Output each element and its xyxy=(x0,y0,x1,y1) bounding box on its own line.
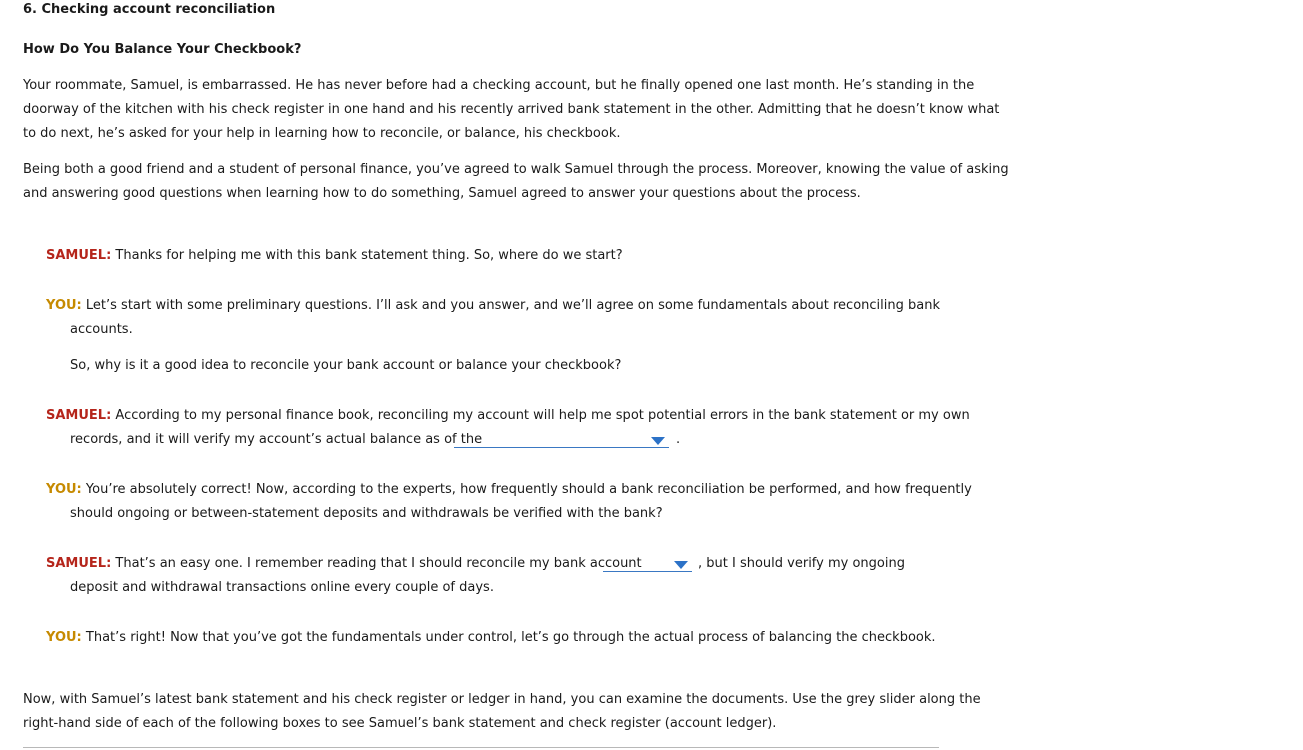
box-top-border xyxy=(23,747,939,748)
dialogue-text: That’s right! Now that you’ve got the fundamentals under control, let’s go through the actual process of balancing the checkbook. xyxy=(85,630,936,645)
section-subheading: How Do You Balance Your Checkbook? xyxy=(23,42,302,57)
speaker-you: YOU: xyxy=(46,298,82,313)
dialogue-text: According to my personal finance book, reconciling my account will help me spot potential errors in the bank statement or my own xyxy=(115,408,970,423)
dialogue-text: That’s an easy one. I remember reading that I should reconcile my bank account xyxy=(115,556,642,571)
dialogue-text: records, and it will verify my account’s actual balance as of the xyxy=(70,432,483,447)
dialogue-question: So, why is it a good idea to reconcile your bank account or balance your checkbook? xyxy=(70,358,622,373)
speaker-you: YOU: xyxy=(46,482,82,497)
intro-line: to do next, he’s asked for your help in learning how to reconcile, or balance, his checkbook. xyxy=(23,126,621,141)
dialogue-samuel-3 xyxy=(46,555,642,573)
speaker-samuel: SAMUEL: xyxy=(46,248,112,263)
dialogue-text: You’re absolutely correct! Now, according to the experts, how frequently should a bank reconciliation be performed, and how frequently xyxy=(85,482,972,497)
balance-date-dropdown[interactable] xyxy=(454,433,669,448)
dialogue-you-3 xyxy=(46,629,936,647)
speaker-samuel: SAMUEL: xyxy=(46,408,112,423)
dialogue-samuel-2 xyxy=(46,407,970,425)
chevron-down-icon xyxy=(651,437,665,445)
dialogue-text: , but I should verify my ongoing xyxy=(698,556,905,571)
dialogue-text: accounts. xyxy=(70,322,133,337)
dialogue-text: deposit and withdrawal transactions online every couple of days. xyxy=(70,580,494,595)
outro-line: right-hand side of each of the following boxes to see Samuel’s bank statement and check register (account ledger). xyxy=(23,716,777,731)
dialogue-text: Thanks for helping me with this bank statement thing. So, where do we start? xyxy=(115,248,623,263)
intro-line: Being both a good friend and a student of personal finance, you’ve agreed to walk Samuel through the process. Moreover, knowing the value of asking xyxy=(23,162,1009,177)
intro-line: and answering good questions when learning how to do something, Samuel agreed to answer your questions about the process. xyxy=(23,186,861,201)
chevron-down-icon xyxy=(674,561,688,569)
speaker-you: YOU: xyxy=(46,630,82,645)
intro-line: doorway of the kitchen with his check register in one hand and his recently arrived bank statement in the other. Admitting that he doesn’t know what xyxy=(23,102,1000,117)
dialogue-you-2 xyxy=(46,481,972,499)
frequency-dropdown[interactable] xyxy=(603,557,692,572)
speaker-samuel: SAMUEL: xyxy=(46,556,112,571)
dialogue-text: Let’s start with some preliminary questions. I’ll ask and you answer, and we’ll agree on some fundamentals about reconciling bank xyxy=(85,298,940,313)
dialogue-text: . xyxy=(676,432,681,447)
dialogue-samuel-1 xyxy=(46,247,623,265)
dialogue-you-1 xyxy=(46,297,940,315)
outro-line: Now, with Samuel’s latest bank statement and his check register or ledger in hand, you can examine the documents. Use the grey slider along the xyxy=(23,692,981,707)
dialogue-text: should ongoing or between-statement deposits and withdrawals be verified with the bank? xyxy=(70,506,663,521)
page-heading: 6. Checking account reconciliation xyxy=(23,2,276,17)
intro-line: Your roommate, Samuel, is embarrassed. He has never before had a checking account, but he finally opened one last month. He’s standing in the xyxy=(23,78,975,93)
